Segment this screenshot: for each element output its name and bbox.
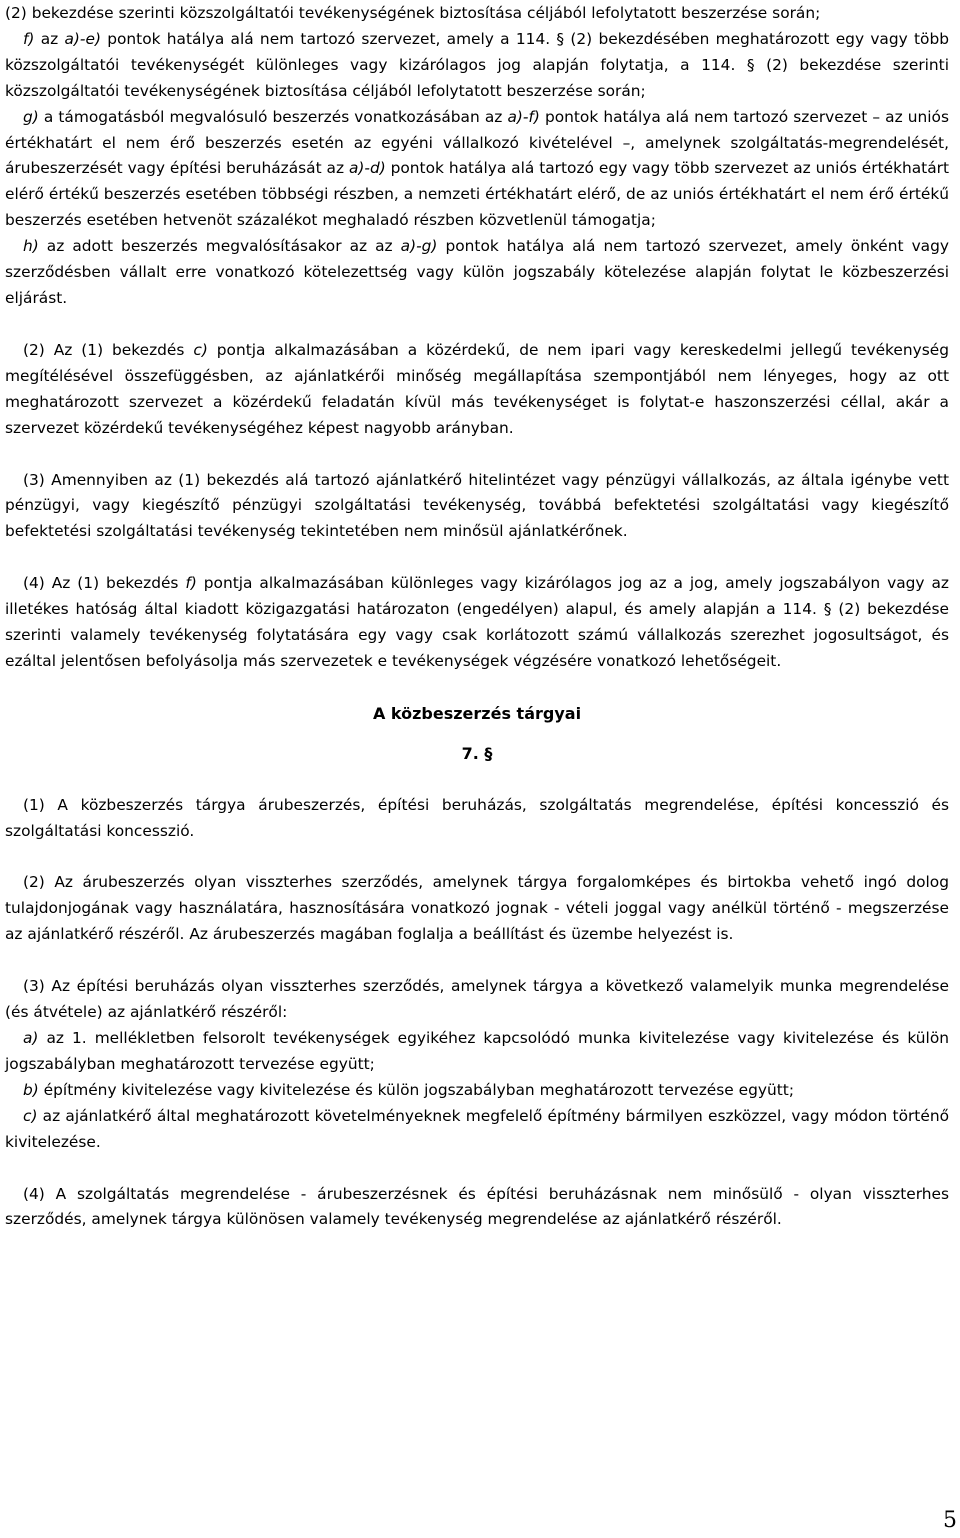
- section-7-paragraph-3: (3) Az építési beruházás olyan visszterhes szerződés, amelynek tárgya a következő valamelyik munka megrendelése (és átvétele) az ajánlatkérő részéről:: [5, 977, 949, 1022]
- point-g-text: pontok hatálya alá tartozó egy vagy több szervezet az uniós értékhatárt elérő értékű beszerzés esetében többségi részben, a nemzeti értékhatárt elérő, de az uniós értékhatárt el nem érő értékű beszerzés esetében hetvenöt százalékot meghaladó részben közvetlenül támogatja;: [5, 159, 949, 230]
- point-g-label: g): [23, 107, 39, 126]
- point-g-ref1: a)-f): [507, 107, 540, 126]
- paragraph-4-ref: f): [185, 574, 197, 593]
- section-7-paragraph-2: (2) Az árubeszerzés olyan visszterhes szerződés, amelynek tárgya forgalomképes és birtokba vehető ingó dolog tulajdonjogának vagy használatára, hasznosítására vonatkozó jognak - vételi joggal vagy anélkül történő - megszerzése az ajánlatkérő részéről. Az árubeszerzés magában foglalja a beállítást és üzembe helyezést is.: [5, 873, 949, 944]
- point-b-text: építmény kivitelezése vagy kivitelezése és külön jogszabályban meghatározott tervezése együtt;: [38, 1080, 795, 1099]
- point-b-label: b): [23, 1080, 39, 1099]
- point-h-ref: a)-g): [400, 237, 438, 256]
- point-f-mid: az: [34, 29, 65, 48]
- section-7-point-b: [5, 1078, 949, 1104]
- paragraph-4: [5, 571, 949, 675]
- point-g-mid2: pontok hatálya alá nem tartozó szervezet – az uniós értékhatárt el nem érő beszerzés esetén az egyéni vállalkozó kivételével –, amelynek szolgáltatás-megrendelését, árubeszerzését vagy építési beruházását az: [5, 107, 949, 178]
- point-c-text: az ajánlatkérő által meghatározott követelményeknek megfelelő építmény bármilyen eszközzel, vagy módon történő kivitelezése.: [5, 1106, 949, 1151]
- section-7-point-c: [5, 1104, 949, 1156]
- point-f-label: f): [23, 29, 35, 48]
- point-a-text: az 1. mellékletben felsorolt tevékenységek egyikéhez kapcsolódó munka kivitelezése vagy kivitelezése és külön jogszabályban meghatározott tervezése együtt;: [5, 1029, 949, 1073]
- document-page: [5, 1, 949, 1233]
- point-c-label: c): [23, 1106, 38, 1125]
- paragraph-4-start: (4) Az (1) bekezdés: [23, 574, 186, 593]
- paragraph-4-text: pontja alkalmazásában különleges vagy kizárólagos jog az a jog, amely jogszabályon vagy az illetékes hatóság által kiadott közigazgatási határozaton (engedélyen) alapul, és amely alapján a 114. § (2) bekezdése szerinti valamely tevékenység folytatására egy vagy csak korlátozott számú vállalkozás szerezhet jogosultságot, és ezáltal jelentősen befolyásolja más szervezetek e tevékenységek végzésére vonatkozó lehetőségeit.: [5, 574, 949, 670]
- chapter-heading: A közbeszerzés tárgyai: [372, 703, 582, 723]
- point-g-mid1: a támogatásból megvalósuló beszerzés vonatkozásában az: [38, 107, 508, 126]
- page-number: 5: [943, 1508, 957, 1533]
- point-h: [5, 234, 949, 312]
- section-7-paragraph-1: (1) A közbeszerzés tárgya árubeszerzés, építési beruházás, szolgáltatás megrendelése, építési koncesszió és szolgáltatási koncesszió.: [5, 795, 949, 840]
- paragraph-2-text: pontja alkalmazásában a közérdekű, de nem ipari vagy kereskedelmi jellegű tevékenység megítélésével összefüggésben, az ajánlatkérői minőség megállapítása szempontjából nem lényeges, hogy az ott meghatározott szervezet a közérdekű feladatán kívül más tevékenységet is folytat-e haszonszerzési céllal, akár a szervezet közérdekű tevékenységéhez képest nagyobb arányban.: [5, 340, 950, 437]
- section-7-point-a: [5, 1026, 949, 1078]
- section-7-paragraph-4: (4) A szolgáltatás megrendelése - árubeszerzésnek és építési beruházásnak nem minősülő - olyan visszterhes szerződés, amelynek tárgya különösen valamely tevékenység megrendelése az ajánlatkérő részéről.: [5, 1184, 949, 1229]
- point-h-label: h): [23, 237, 39, 256]
- paragraph-2: [5, 338, 949, 442]
- point-h-mid: az adott beszerzés megvalósításakor az az: [38, 237, 401, 256]
- paragraph-e-tail: (2) bekezdése szerinti közszolgáltatói tevékenységének biztosítása céljából lefolytatott beszerzése során;: [5, 4, 821, 22]
- section-number: 7. §: [461, 743, 493, 763]
- point-h-text: pontok hatálya alá nem tartozó szervezet, amely önként vagy szerződésben vállalt erre vonatkozó kötelezettség vagy külön jogszabály kötelezése alapján folytat le közbeszerzési eljárást.: [5, 237, 949, 307]
- point-f: [5, 27, 949, 105]
- point-a-label: a): [23, 1029, 39, 1047]
- point-g-ref2: a)-d): [348, 159, 386, 178]
- point-f-ref: a)-e): [64, 29, 101, 48]
- paragraph-2-ref: c): [193, 340, 208, 359]
- paragraph-3: (3) Amennyiben az (1) bekezdés alá tartozó ajánlatkérő hitelintézet vagy pénzügyi vállalkozás, az általa igénybe vett pénzügyi, vagy kiegészítő pénzügyi szolgáltatási tevékenység, továbbá befektetési szolgáltatási vagy kiegészítő befektetési szolgáltatási tevékenység tekintetében nem minősül ajánlatkérőnek.: [5, 470, 949, 541]
- point-f-text: pontok hatálya alá nem tartozó szervezet, amely a 114. § (2) bekezdésében meghatározott egy vagy több közszolgáltatói tevékenységét különleges vagy kizárólagos jog alapján folytatja, a 114. § (2) bekezdése szerinti közszolgáltatói tevékenységének biztosítása céljából lefolytatott beszerzése során;: [5, 29, 949, 100]
- paragraph-2-start: (2) Az (1) bekezdés: [23, 340, 194, 359]
- point-g: [5, 105, 949, 235]
